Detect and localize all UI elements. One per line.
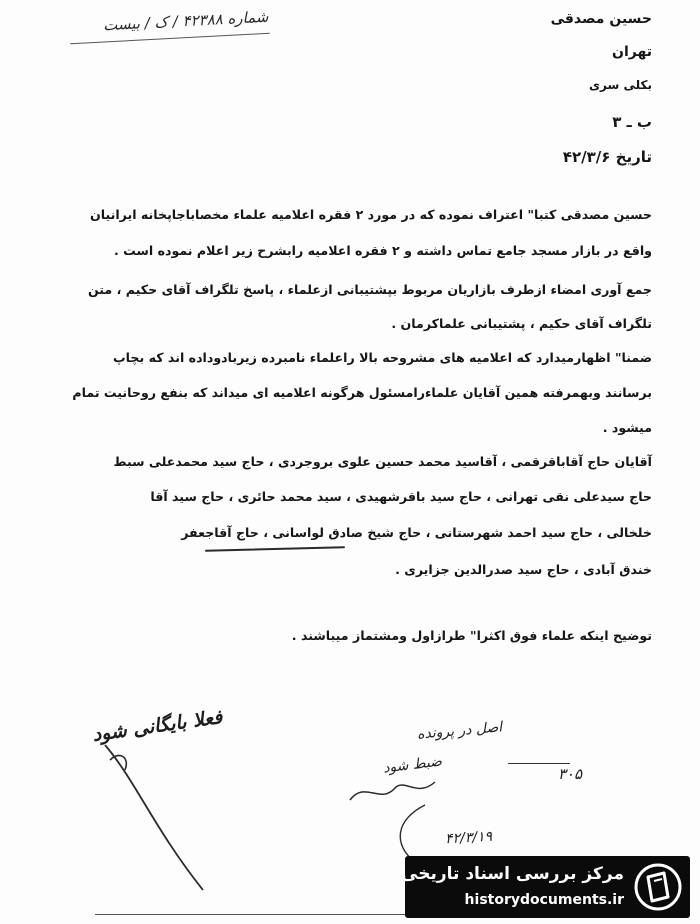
margin-number-rule	[508, 763, 570, 764]
body-line-6: برسانند وبهمرفته همین آقایان علماءرامسئول هرگونه اعلامیه ای میداند که بنفع روحانیت تمام	[72, 385, 652, 400]
header-secrecy: بکلی سری	[589, 78, 652, 92]
header-name: حسین مصدقی	[550, 11, 652, 27]
archive-logo-icon	[634, 863, 682, 911]
watermark-logo	[401, 856, 690, 918]
body-line-7: میشود .	[602, 420, 652, 435]
body-line-5: ضمنا" اظهارمیدارد که اعلامیه های مشروحه بالا راعلماء نامبرده زیربادوداده اند که بچاپ	[113, 350, 652, 365]
header-city: تهران	[612, 44, 652, 60]
body-line-3: جمع آوری امضاء ازطرف بازاریان مربوط بپشتیبانی ازعلماء ، پاسخ تلگراف آقای حکیم ، متن	[87, 282, 652, 297]
body-line-9: حاج سیدعلی نقی تهرانی ، حاج سید باقرشهیدی ، سید محمد حائری ، حاج سید آقا	[150, 489, 652, 504]
watermark-url: historydocuments.ir	[464, 892, 624, 908]
left-handwritten-note: فعلا بایگانی شود	[91, 706, 224, 746]
date-stamp: ۴۲/۳/۱۹	[444, 828, 493, 848]
top-handwritten-annotation: شماره ۴۲۳۸۸ / ک / بیست	[102, 7, 269, 35]
name-underline-stroke	[205, 546, 345, 552]
body-line-11: خندق آبادی ، حاج سید صدرالدین جزایری .	[395, 562, 652, 577]
margin-note-line-1: اصل در پرونده	[416, 719, 503, 743]
left-signature-flourish	[95, 740, 215, 900]
header-code: ب ـ ۳	[612, 113, 652, 131]
top-annotation-stroke	[70, 33, 270, 44]
body-line-1: حسین مصدقی کتبا" اعتراف نموده که در مورد ۲ فقره اعلامیه علماء مخصاباجاپخانه ایرانیان	[89, 207, 652, 222]
body-line-2: واقع در بازار مسجد جامع تماس داشته و ۲ فقره اعلامیه رابشرح زیر اعلام نموده است .	[113, 243, 652, 258]
body-line-4: تلگراف آقای حکیم ، پشتیبانی علماکرمان .	[391, 316, 652, 331]
header-date: تاریخ ۴۲/۳/۶	[562, 148, 652, 166]
body-note: توضیح اینکه علماء فوق اکثرا" طرازاول ومشتماز میباشند .	[291, 628, 652, 643]
margin-note-number: ۳۰۵	[557, 765, 582, 783]
margin-note-line-2: ضبط شود	[382, 753, 443, 777]
body-line-10: خلخالی ، حاج سید احمد شهرستانی ، حاج شیخ صادق لواسانی ، حاج آقاجعفر	[181, 525, 652, 540]
body-line-8: آقایان حاج آقاباقرقمی ، آقاسید محمد حسین علوی بروجردی ، حاج سید محمدعلی سبط	[113, 454, 652, 469]
watermark-title: مرکز بررسی اسناد تاریخی	[401, 864, 624, 884]
